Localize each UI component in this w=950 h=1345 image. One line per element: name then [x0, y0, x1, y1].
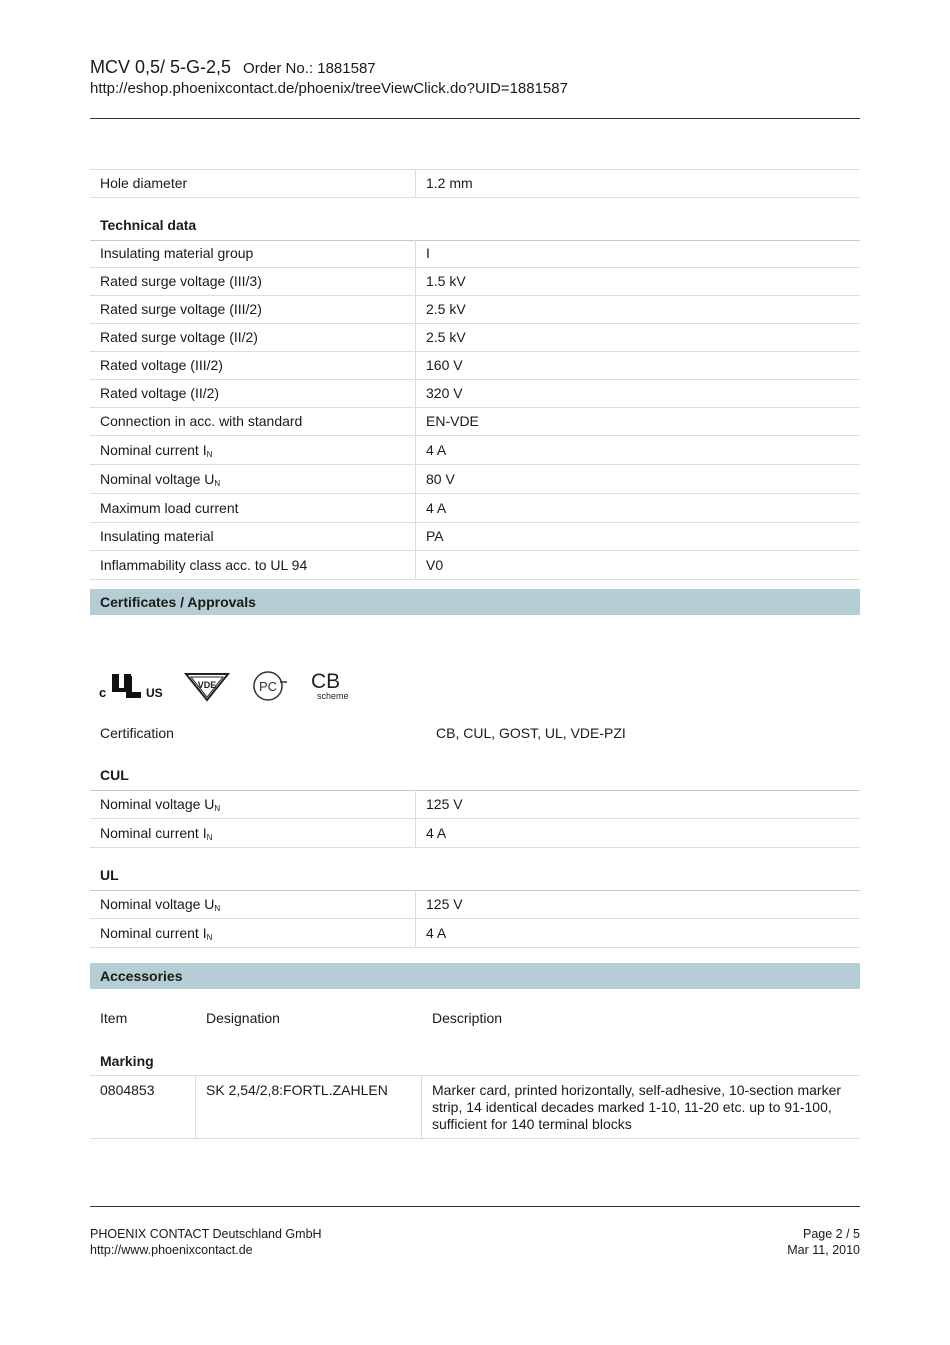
cul-table	[90, 790, 860, 848]
row-label: Rated voltage (II/2)	[90, 380, 416, 407]
row-value: 4 A	[426, 442, 447, 458]
row-value: 4 A	[426, 825, 447, 841]
product-url[interactable]: http://eshop.phoenixcontact.de/phoenix/treeViewClick.do?UID=1881587	[90, 80, 568, 97]
certification-label: Certification	[100, 725, 174, 741]
ul-heading: UL	[100, 867, 119, 883]
row-label: Rated surge voltage (III/2)	[90, 296, 416, 323]
table-row	[90, 523, 860, 551]
column-header-description: Description	[432, 1010, 503, 1026]
technical-table	[90, 240, 860, 580]
table-row	[90, 919, 860, 948]
accessory-item-number: 0804853	[90, 1076, 196, 1138]
cul-heading: CUL	[100, 767, 129, 783]
table-row	[90, 240, 860, 268]
footer-company: PHOENIX CONTACT Deutschland GmbH	[90, 1227, 322, 1241]
row-label: Nominal voltage $U_N$	[90, 465, 416, 493]
table-row	[90, 494, 860, 523]
svg-text:CB: CB	[311, 670, 341, 693]
column-header-item: Item	[100, 1010, 128, 1026]
svg-text:c: c	[99, 685, 107, 700]
footer-left	[90, 1226, 322, 1258]
cul-us-logo	[98, 670, 164, 702]
row-label: Connection in acc. with standard	[90, 408, 416, 435]
product-name: MCV 0,5/ 5-G-2,5	[90, 57, 232, 77]
table-row	[90, 408, 860, 436]
row-label: Rated voltage (III/2)	[90, 352, 416, 379]
table-row	[90, 170, 860, 198]
row-value: 125 V	[426, 896, 463, 912]
header-divider	[90, 118, 860, 119]
row-label: Nominal voltage $U_N$	[90, 890, 416, 918]
table-row	[90, 296, 860, 324]
hole-table	[90, 169, 860, 198]
row-value: 160 V	[426, 357, 463, 373]
table-row	[90, 551, 860, 580]
row-label: Insulating material group	[90, 240, 416, 267]
column-header-designation: Designation	[206, 1010, 280, 1026]
row-value: 1.5 kV	[426, 273, 466, 289]
footer-date: Mar 11, 2010	[787, 1243, 860, 1257]
row-label: Rated surge voltage (II/2)	[90, 324, 416, 351]
svg-text:VDE: VDE	[197, 680, 217, 690]
certification-value: CB, CUL, GOST, UL, VDE-PZI	[436, 725, 626, 741]
row-label: Insulating material	[90, 523, 416, 550]
row-label: Nominal voltage $U_N$	[90, 790, 416, 818]
table-row	[90, 819, 860, 848]
marking-heading: Marking	[100, 1053, 154, 1069]
row-label: Nominal current $I_N$	[90, 819, 416, 847]
row-value: 80 V	[426, 471, 455, 487]
certificates-band: Certificates / Approvals	[90, 589, 860, 615]
accessory-row	[90, 1075, 860, 1139]
table-row	[90, 890, 860, 919]
ul-table	[90, 890, 860, 948]
row-label: Inflammability class acc. to UL 94	[90, 551, 416, 579]
row-value: PA	[426, 528, 444, 544]
row-value: 320 V	[426, 385, 463, 401]
order-number: Order No.: 1881587	[243, 60, 376, 77]
footer-divider	[90, 1206, 860, 1207]
row-value: 4 A	[426, 925, 447, 941]
row-value: V0	[426, 557, 444, 573]
footer-right	[787, 1226, 860, 1258]
table-row	[90, 380, 860, 408]
cb-scheme-logo	[310, 668, 354, 704]
gost-logo	[250, 670, 290, 702]
table-row	[90, 324, 860, 352]
footer-website[interactable]: http://www.phoenixcontact.de	[90, 1243, 253, 1257]
row-label: Nominal current $I_N$	[90, 919, 416, 947]
row-label: Rated surge voltage (III/3)	[90, 268, 416, 295]
svg-text:US: US	[146, 686, 163, 700]
page-number: Page 2 / 5	[803, 1227, 860, 1241]
table-row	[90, 436, 860, 465]
svg-text:PC: PC	[258, 679, 278, 694]
accessories-band: Accessories	[90, 963, 860, 989]
table-row	[90, 465, 860, 494]
row-value: 4 A	[426, 500, 447, 516]
accessory-designation[interactable]: SK 2,54/2,8:FORTL.ZAHLEN	[196, 1076, 422, 1138]
header-title	[90, 57, 376, 78]
row-label: Maximum load current	[90, 494, 416, 522]
row-label: Nominal current $I_N$	[90, 436, 416, 464]
svg-text:scheme: scheme	[317, 691, 349, 701]
row-value: 2.5 kV	[426, 329, 466, 345]
row-value: 2.5 kV	[426, 301, 466, 317]
table-row	[90, 268, 860, 296]
vde-logo	[184, 668, 230, 702]
row-value: 125 V	[426, 796, 463, 812]
row-value: 1.2 mm	[426, 175, 473, 191]
accessory-description: Marker card, printed horizontally, self-adhesive, 10-section marker strip, 14 identical decades marked 1-10, 11-20 etc. up to 91-100, sufficient for 140 terminal blocks	[432, 1082, 842, 1132]
row-label: Hole diameter	[90, 170, 416, 197]
table-row	[90, 352, 860, 380]
technical-data-heading: Technical data	[100, 217, 197, 233]
row-value: I	[426, 245, 430, 261]
table-row	[90, 790, 860, 819]
row-value: EN-VDE	[426, 413, 479, 429]
